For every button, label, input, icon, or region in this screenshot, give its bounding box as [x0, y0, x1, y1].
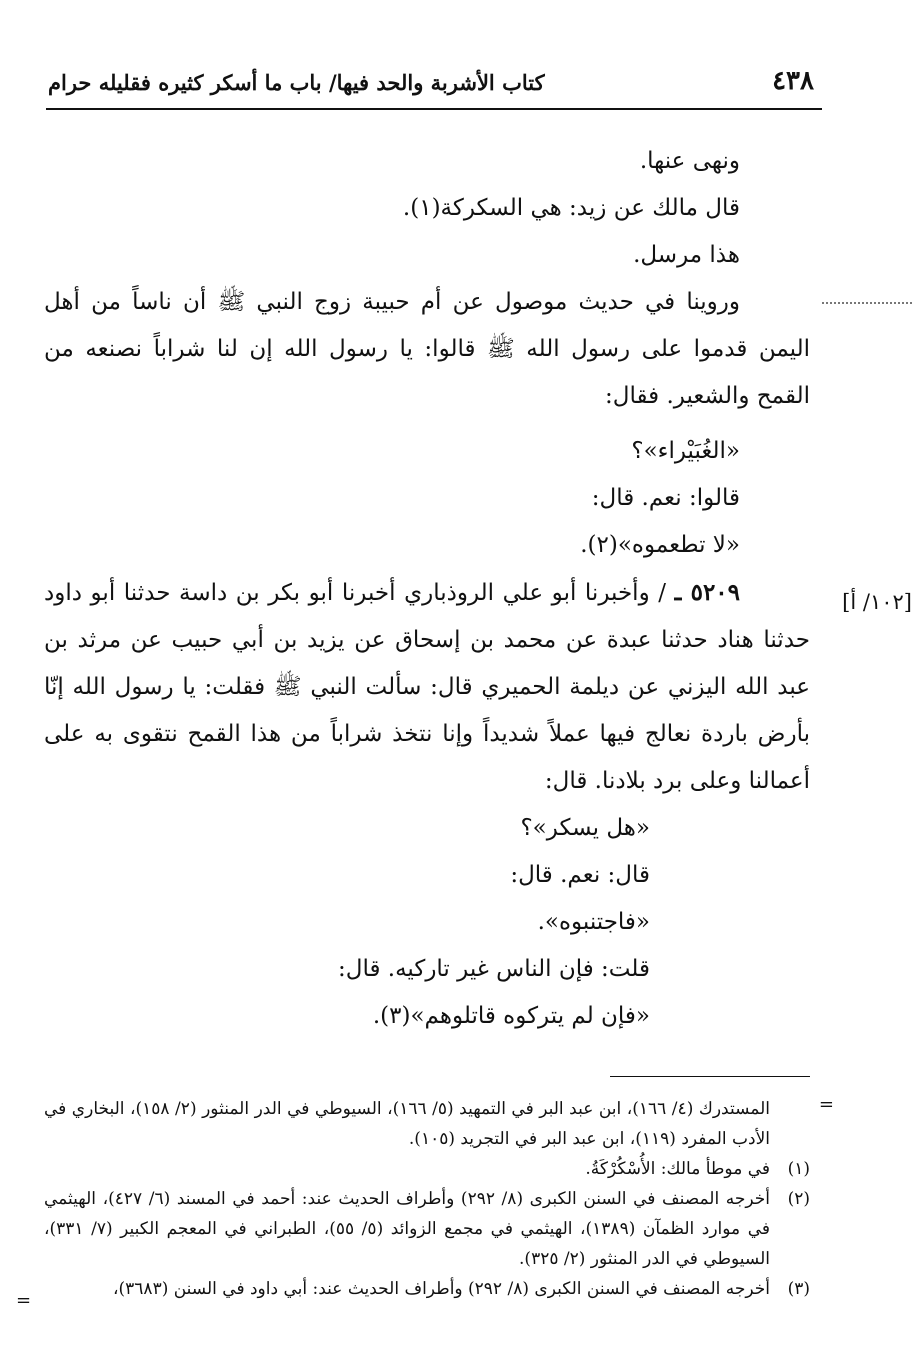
- page-number: ٤٣٨: [772, 66, 814, 96]
- page-header: [48, 62, 814, 102]
- margin-dash-mark: [822, 302, 912, 304]
- footnote-3: [44, 1274, 810, 1304]
- hadith-block: [44, 569, 810, 805]
- footnote-label: (١): [787, 1159, 810, 1179]
- footnote-end-mark: =: [16, 1290, 32, 1311]
- text-line: قال مالك عن زيد: هي السكركة(١).: [402, 195, 740, 221]
- header-rule: [46, 108, 822, 110]
- prophetic-quote: «فإن لم يتركوه قاتلوهم»(٣).: [372, 1003, 650, 1029]
- text-line: هذا مرسل.: [633, 242, 740, 268]
- text-line: قال: نعم. قال:: [510, 862, 650, 888]
- text-paragraph: وروينا في حديث موصول عن أم حبيبة زوج النبي ﷺ أن ناساً من أهل اليمن قدموا على رسول الله ﷺ قالوا: يا رسول الله إن لنا شراباً نصنعه من القمح والشعير. فقال:: [44, 289, 810, 409]
- main-text: [44, 138, 810, 1040]
- footnote-rule: [610, 1076, 810, 1077]
- prophetic-quote: «الغُبَيْراء»؟: [631, 438, 740, 464]
- prophetic-quote: «هل يسكر»؟: [520, 815, 650, 841]
- footnote-label: (٢): [787, 1189, 810, 1209]
- text-line: ونهى عنها.: [639, 148, 740, 174]
- footnote-1: [44, 1154, 810, 1184]
- prophetic-quote: «فاجتنبوه».: [537, 909, 650, 935]
- margin-folio-note: [١٠٢/ أ]: [842, 590, 912, 614]
- footnote-2: [44, 1184, 810, 1274]
- running-title: كتاب الأشربة والحد فيها/ باب ما أسكر كثيره فقليله حرام: [48, 70, 545, 95]
- footnote-text: أخرجه المصنف في السنن الكبرى (٨/ ٢٩٢) وأطراف الحديث عند: أحمد في المسند (٦/ ٤٢٧)، الهيثمي في موارد الظمآن (١٣٨٩)، الهيثمي في مجمع الزوائد (٥/ ٥٥)، الطبراني في المعجم الكبير (٧/ ٣٣١)، السيوطي في الدر المنثور (٢/ ٣٢٥).: [44, 1189, 771, 1269]
- footnote-text: أخرجه المصنف في السنن الكبرى (٨/ ٢٩٢) وأطراف الحديث عند: أبي داود في السنن (٣٦٨٣)،: [113, 1279, 770, 1299]
- footnotes: [44, 1094, 810, 1304]
- text-line: قلت: فإن الناس غير تاركيه. قال:: [338, 956, 650, 982]
- prophetic-quote: «لا تطعموه»(٢).: [580, 532, 740, 558]
- footnote-label: (٣): [787, 1279, 810, 1299]
- footnote-continuation-mark: =: [818, 1094, 834, 1115]
- footnote-text: في موطأ مالك: الأُسْكُرْكَةُ.: [585, 1159, 770, 1179]
- text-line: قالوا: نعم. قال:: [591, 485, 740, 511]
- hadith-paragraph: [44, 569, 810, 805]
- footnote-continuation: المستدرك (٤/ ١٦٦)، ابن عبد البر في التمهيد (٥/ ١٦٦)، السيوطي في الدر المنثور (٢/ ١٥٨)، البخاري في الأدب المفرد (١١٩)، ابن عبد البر في التجريد (١٠٥).: [44, 1099, 770, 1149]
- hadith-text: / وأخبرنا أبو علي الروذباري أخبرنا أبو بكر بن داسة حدثنا أبو داود حدثنا هناد حدثنا عبدة عن محمد بن إسحاق عن يزيد بن أبي حبيب عن مرثد بن عبد الله اليزني عن ديلمة الحميري قال: سألت النبي ﷺ فقلت: يا رسول الله إنّا بأرض باردة نعالج فيها عملاً شديداً وإنا نتخذ شراباً من هذا القمح نتقوى به على أعمالنا وعلى برد بلادنا. قال:: [44, 580, 810, 794]
- hadith-number: ٥٢٠٩ ـ: [674, 579, 741, 606]
